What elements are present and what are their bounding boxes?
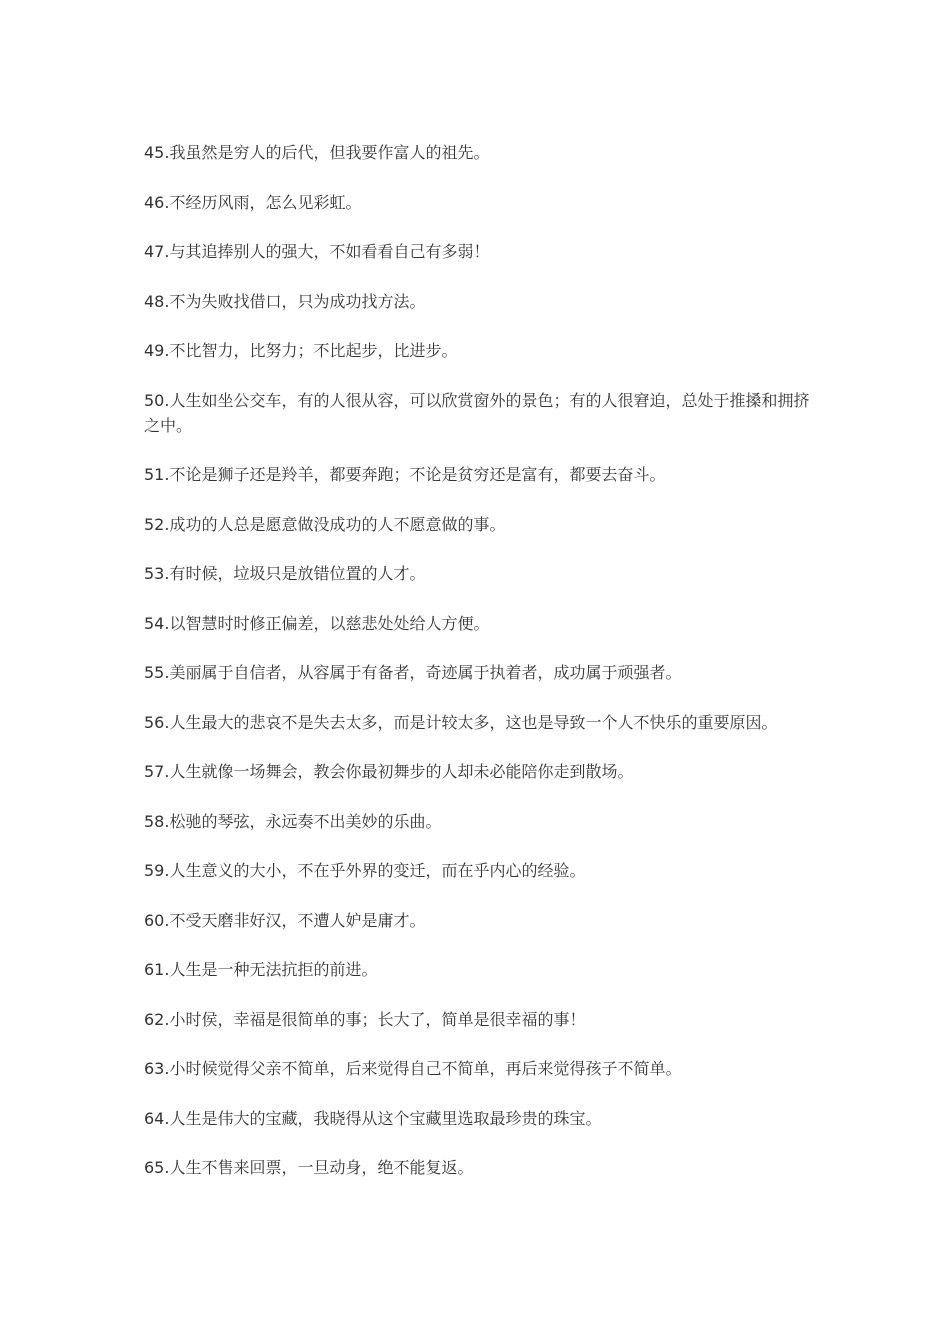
quote-paragraph-51: 51.不论是狮子还是羚羊，都要奔跑；不论是贫穷还是富有，都要去奋斗。 <box>144 465 666 484</box>
quote-paragraph-61: 61.人生是一种无法抗拒的前进。 <box>144 960 378 979</box>
quote-paragraph-56: 56.人生最大的悲哀不是失去太多，而是计较太多，这也是导致一个人不快乐的重要原因。 <box>144 712 778 732</box>
quote-paragraph-46: 46.不经历风雨，怎么见彩虹。 <box>144 192 362 212</box>
quote-paragraph-53: 53.有时候，垃圾只是放错位置的人才。 <box>144 564 426 583</box>
quote-paragraph-62: 62.小时侯，幸福是很简单的事；长大了，简单是很幸福的事！ <box>144 1009 586 1029</box>
quote-paragraph-48: 48.不为失败找借口，只为成功找方法。 <box>144 291 426 311</box>
quote-paragraph-60: 60.不受天磨非好汉，不遭人妒是庸才。 <box>144 910 426 930</box>
quote-paragraph-49: 49.不比智力，比努力；不比起步，比进步。 <box>144 341 458 360</box>
quote-paragraph-52: 52.成功的人总是愿意做没成功的人不愿意做的事。 <box>144 514 506 534</box>
quote-paragraph-45: 45.我虽然是穷人的后代，但我要作富人的祖先。 <box>144 143 490 162</box>
quote-paragraph-65: 65.人生不售来回票，一旦动身，绝不能复返。 <box>144 1158 474 1177</box>
quote-paragraph-58: 58.松驰的琴弦，永远奏不出美妙的乐曲。 <box>144 811 442 831</box>
document-body <box>144 140 816 1205</box>
quote-paragraph-55: 55.美丽属于自信者，从容属于有备者，奇迹属于执着者，成功属于顽强者。 <box>144 663 682 682</box>
quote-paragraph-57: 57.人生就像一场舞会，教会你最初舞步的人却未必能陪你走到散场。 <box>144 762 634 781</box>
quote-paragraph-50: 50.人生如坐公交车，有的人很从容，可以欣赏窗外的景色；有的人很窘迫，总处于推搡和拥挤之中。 <box>144 390 810 435</box>
quote-paragraph-59: 59.人生意义的大小，不在乎外界的变迁，而在乎内心的经验。 <box>144 861 586 880</box>
quote-paragraph-63: 63.小时候觉得父亲不简单，后来觉得自己不简单，再后来觉得孩子不简单。 <box>144 1059 682 1078</box>
quote-paragraph-47: 47.与其追捧别人的强大，不如看看自己有多弱！ <box>144 242 490 261</box>
quote-paragraph-54: 54.以智慧时时修正偏差，以慈悲处处给人方便。 <box>144 613 490 633</box>
quote-paragraph-64: 64.人生是伟大的宝藏，我晓得从这个宝藏里选取最珍贵的珠宝。 <box>144 1108 602 1128</box>
